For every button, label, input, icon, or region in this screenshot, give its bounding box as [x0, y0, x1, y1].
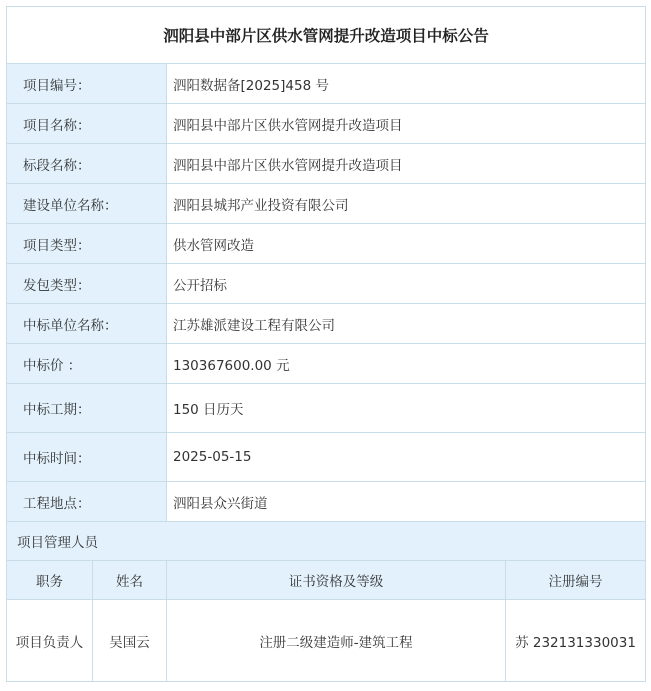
column-header-registration: 注册编号	[506, 561, 646, 600]
field-value: 2025-05-15	[167, 433, 646, 482]
field-value: 江苏雄派建设工程有限公司	[167, 304, 646, 344]
field-row-duration	[7, 384, 646, 433]
field-value: 130367600.00 元	[167, 344, 646, 384]
title-row	[7, 7, 646, 64]
field-row-project-number	[7, 64, 646, 104]
cell-position: 项目负责人	[7, 600, 93, 682]
field-row-winning-price	[7, 344, 646, 384]
field-value: 公开招标	[167, 264, 646, 304]
field-label: 中标工期：	[7, 384, 167, 433]
field-row-location	[7, 482, 646, 522]
field-value: 泗阳数据备[2025]458 号	[167, 64, 646, 104]
field-label: 项目编号：	[7, 64, 167, 104]
column-header-position: 职务	[7, 561, 93, 600]
field-label: 标段名称：	[7, 144, 167, 184]
personnel-header-row	[7, 561, 646, 600]
table-row	[7, 600, 646, 682]
field-value: 150 日历天	[167, 384, 646, 433]
personnel-section-label: 项目管理人员	[7, 522, 646, 561]
field-label: 项目类型：	[7, 224, 167, 264]
cell-certificate: 注册二级建造师-建筑工程	[167, 600, 506, 682]
field-label: 项目名称：	[7, 104, 167, 144]
field-row-award-date	[7, 433, 646, 482]
field-label: 发包类型：	[7, 264, 167, 304]
personnel-section-row	[7, 522, 646, 561]
field-value: 泗阳县城邦产业投资有限公司	[167, 184, 646, 224]
field-value: 泗阳县中部片区供水管网提升改造项目	[167, 104, 646, 144]
announcement-table	[6, 6, 646, 682]
field-row-project-name	[7, 104, 646, 144]
cell-registration: 苏 232131330031	[506, 600, 646, 682]
field-label: 中标价 ：	[7, 344, 167, 384]
field-row-builder	[7, 184, 646, 224]
field-row-project-type	[7, 224, 646, 264]
field-row-contract-type	[7, 264, 646, 304]
field-label: 中标单位名称：	[7, 304, 167, 344]
cell-name: 吴国云	[93, 600, 167, 682]
field-label: 中标时间：	[7, 433, 167, 482]
column-header-name: 姓名	[93, 561, 167, 600]
page-title: 泗阳县中部片区供水管网提升改造项目中标公告	[7, 7, 646, 64]
field-value: 供水管网改造	[167, 224, 646, 264]
field-value: 泗阳县众兴街道	[167, 482, 646, 522]
field-row-section-name	[7, 144, 646, 184]
field-value: 泗阳县中部片区供水管网提升改造项目	[167, 144, 646, 184]
field-label: 建设单位名称：	[7, 184, 167, 224]
field-label: 工程地点：	[7, 482, 167, 522]
column-header-certificate: 证书资格及等级	[167, 561, 506, 600]
field-row-winning-bidder	[7, 304, 646, 344]
